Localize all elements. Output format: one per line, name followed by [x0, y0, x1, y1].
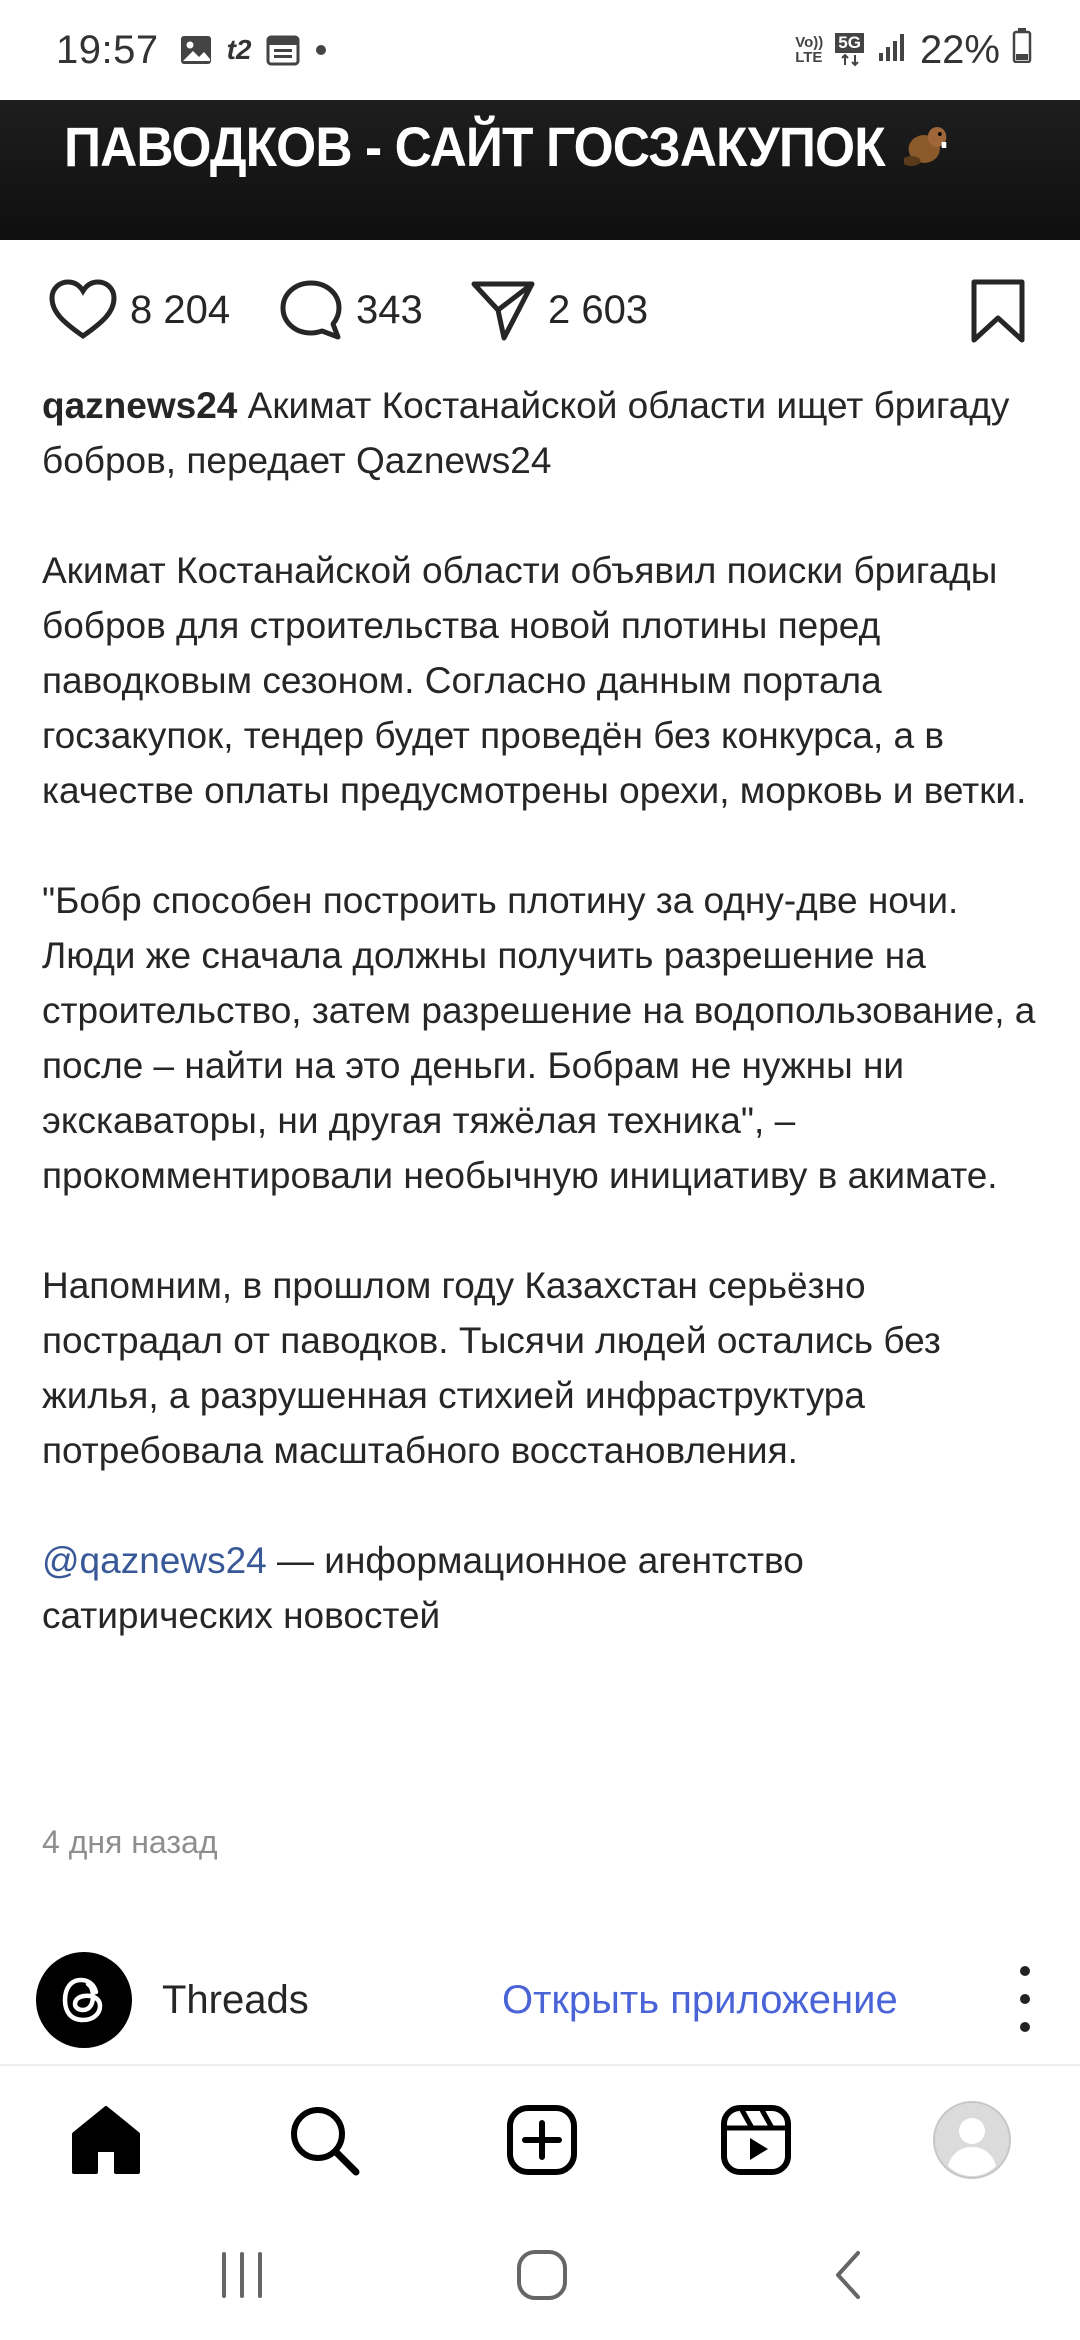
comment-icon — [278, 278, 344, 342]
post-caption — [42, 378, 1042, 1698]
bookmark-icon — [968, 278, 1028, 344]
status-right — [795, 0, 1032, 100]
more-dot — [1020, 1994, 1030, 2004]
nav-create[interactable] — [492, 2090, 592, 2190]
post-username[interactable]: qaznews24 — [42, 385, 238, 426]
nav-reels[interactable] — [706, 2090, 806, 2190]
caption-paragraph-5 — [42, 1533, 1042, 1643]
send-icon — [470, 278, 536, 342]
carrier-badge: t2 — [226, 34, 252, 65]
signal-bars-icon — [876, 28, 908, 73]
recent-apps-button[interactable] — [202, 2240, 282, 2310]
bookmark-button[interactable] — [968, 278, 1028, 349]
likes-count: 8 204 — [130, 287, 231, 332]
post-actions — [0, 270, 1080, 350]
back-button[interactable] — [808, 2240, 888, 2310]
threads-logo-icon — [36, 1952, 132, 2048]
network-label: 5G — [835, 33, 864, 53]
caption-paragraph-3: "Бобр способен построить плотину за одну-две ночи. Люди же сначала должны получить разрешение на строительство, затем разрешение на водопользование, а после – найти на это деньги. Бобрам не нужны ни экскаваторы, ни другая тяжёлая техника", – прокомментировали необычную инициативу в акимате. — [42, 880, 1036, 1196]
caption-first-paragraph — [42, 378, 1042, 488]
more-dot — [1020, 2022, 1030, 2032]
network-icon — [835, 33, 864, 67]
back-icon — [828, 2247, 868, 2303]
post-time-ago: 4 дня назад — [42, 1824, 218, 1860]
post-image[interactable] — [0, 100, 1080, 240]
mention-link[interactable]: @qaznews24 — [42, 1540, 267, 1581]
nav-divider — [0, 2064, 1080, 2066]
home-system-button[interactable] — [502, 2240, 582, 2310]
nav-profile[interactable] — [922, 2090, 1022, 2190]
home-icon — [68, 2104, 144, 2176]
notification-dot-icon — [314, 43, 328, 57]
status-time: 19:57 — [56, 27, 159, 72]
system-navigation-bar — [0, 2210, 1080, 2340]
more-dot — [1020, 1966, 1030, 1976]
share-action[interactable] — [470, 278, 648, 342]
home-system-icon — [514, 2247, 570, 2303]
caption-paragraph-4: Напомним, в прошлом году Казахстан серьёзно пострадал от паводков. Тысячи людей остались без жилья, а разрушенная стихией инфраструктура потребовала масштабного восстановления. — [42, 1265, 941, 1471]
battery-icon — [1012, 27, 1032, 73]
more-options-icon[interactable] — [1010, 1966, 1040, 2032]
calendar-notification-icon — [266, 33, 300, 67]
battery-percent: 22% — [919, 27, 1000, 72]
volte-icon — [795, 35, 823, 65]
post-image-text: ПАВОДКОВ - САЙТ ГОСЗАКУПОК — [64, 115, 885, 178]
comment-action[interactable] — [278, 278, 423, 342]
reels-icon — [720, 2104, 792, 2176]
avatar — [932, 2100, 1012, 2180]
add-post-icon — [505, 2103, 579, 2177]
status-left — [56, 28, 328, 73]
shares-count: 2 603 — [548, 287, 649, 332]
like-action[interactable] — [48, 278, 230, 342]
volte-bottom: LTE — [795, 49, 823, 66]
mention-tail: — информационное агентство сатирических новостей — [42, 1540, 804, 1636]
threads-app-name: Threads — [162, 1978, 309, 2022]
open-app-link[interactable]: Открыть приложение — [502, 1978, 898, 2022]
caption-paragraph-2: Акимат Костанайской области объявил поиски бригады бобров для строительства новой плотины перед паводковым сезоном. Согласно данным портала госзакупок, тендер будет проведён без конкурса, а в качестве оплаты предусмотрены орехи, морковь и ветки. — [42, 550, 1027, 811]
recent-apps-icon — [212, 2250, 272, 2300]
nav-home[interactable] — [56, 2090, 156, 2190]
threads-promo-bar — [0, 1944, 1080, 2064]
post-image-headline — [64, 114, 951, 184]
caption-first: Акимат Костанайской области ищет бригаду бобров, передает Qaznews24 — [42, 385, 1010, 481]
volte-top: Vo)) — [795, 34, 824, 51]
bottom-navigation — [0, 2070, 1080, 2210]
gallery-notification-icon — [179, 33, 213, 67]
search-icon — [286, 2102, 362, 2178]
heart-icon — [48, 278, 118, 342]
status-bar — [0, 0, 1080, 100]
comments-count: 343 — [356, 287, 423, 332]
nav-search[interactable] — [274, 2090, 374, 2190]
beaver-emoji-icon — [904, 119, 952, 184]
